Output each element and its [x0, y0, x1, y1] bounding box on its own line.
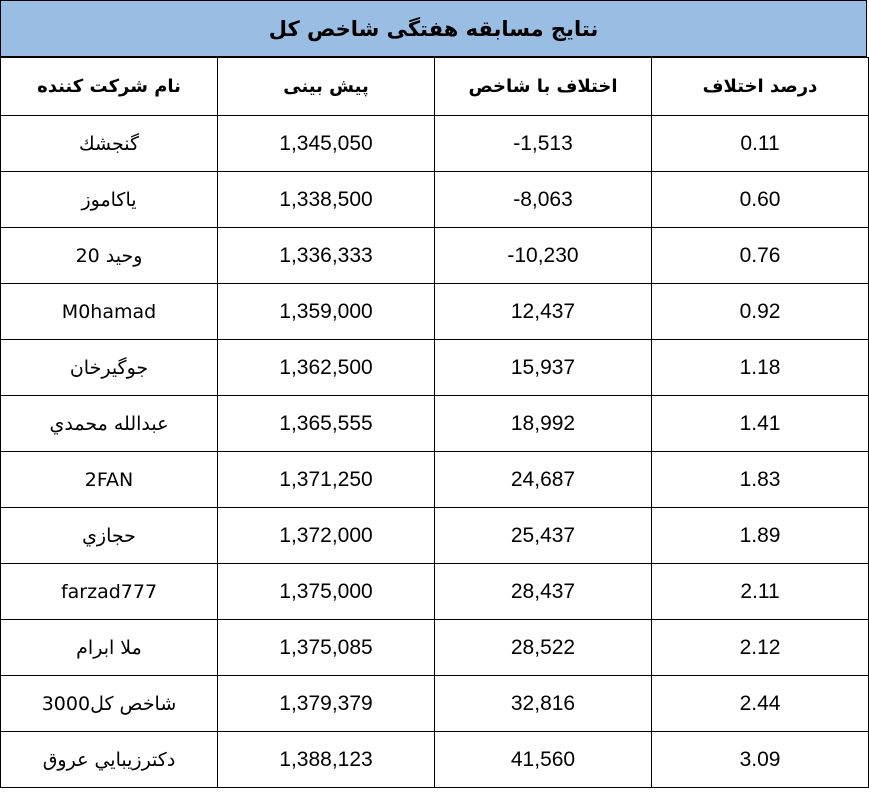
participant-name: ملا ابرام — [1, 620, 218, 676]
prediction-value: 1,375,085 — [218, 620, 435, 676]
prediction-value: 1,338,500 — [218, 172, 435, 228]
difference-value: -8,063 — [435, 172, 652, 228]
prediction-value: 1,365,555 — [218, 396, 435, 452]
percent-value: 2.11 — [652, 564, 869, 620]
table-row — [1, 116, 869, 172]
prediction-value: 1,379,379 — [218, 676, 435, 732]
percent-value: 1.18 — [652, 340, 869, 396]
prediction-value: 1,388,123 — [218, 732, 435, 788]
participant-name: 2FAN — [1, 452, 218, 508]
header-name: نام شرکت کننده — [1, 58, 218, 116]
difference-value: 25,437 — [435, 508, 652, 564]
participant-name: دكترزيبايي عروق — [1, 732, 218, 788]
percent-value: 0.60 — [652, 172, 869, 228]
percent-value: 1.41 — [652, 396, 869, 452]
prediction-value: 1,371,250 — [218, 452, 435, 508]
prediction-value: 1,362,500 — [218, 340, 435, 396]
percent-value: 3.09 — [652, 732, 869, 788]
difference-value: 28,522 — [435, 620, 652, 676]
table-row — [1, 396, 869, 452]
difference-value: 15,937 — [435, 340, 652, 396]
table-row — [1, 452, 869, 508]
percent-value: 0.92 — [652, 284, 869, 340]
table-row — [1, 508, 869, 564]
participant-name: شاخص كل3000 — [1, 676, 218, 732]
header-percent: درصد اختلاف — [652, 58, 869, 116]
table-row — [1, 620, 869, 676]
prediction-value: 1,375,000 — [218, 564, 435, 620]
participant-name: گنجشك — [1, 116, 218, 172]
percent-value: 2.12 — [652, 620, 869, 676]
table-row — [1, 172, 869, 228]
difference-value: 24,687 — [435, 452, 652, 508]
prediction-value: 1,336,333 — [218, 228, 435, 284]
header-row — [1, 58, 869, 116]
difference-value: 32,816 — [435, 676, 652, 732]
participant-name: وحيد 20 — [1, 228, 218, 284]
difference-value: 41,560 — [435, 732, 652, 788]
table-row — [1, 676, 869, 732]
participant-name: جوگيرخان — [1, 340, 218, 396]
percent-value: 1.89 — [652, 508, 869, 564]
table-row — [1, 564, 869, 620]
difference-value: 28,437 — [435, 564, 652, 620]
table-row — [1, 228, 869, 284]
table-row — [1, 340, 869, 396]
percent-value: 1.83 — [652, 452, 869, 508]
difference-value: 18,992 — [435, 396, 652, 452]
header-difference: اختلاف با شاخص — [435, 58, 652, 116]
percent-value: 0.76 — [652, 228, 869, 284]
table-row — [1, 732, 869, 788]
participant-name: حجازي — [1, 508, 218, 564]
percent-value: 2.44 — [652, 676, 869, 732]
percent-value: 0.11 — [652, 116, 869, 172]
difference-value: -1,513 — [435, 116, 652, 172]
participant-name: M0hamad — [1, 284, 218, 340]
prediction-value: 1,359,000 — [218, 284, 435, 340]
participant-name: ياكاموز — [1, 172, 218, 228]
table-row — [1, 284, 869, 340]
participant-name: farzad777 — [1, 564, 218, 620]
difference-value: -10,230 — [435, 228, 652, 284]
table-title: نتایج مسابقه هفتگی شاخص کل — [0, 0, 867, 57]
difference-value: 12,437 — [435, 284, 652, 340]
participant-name: عبدالله محمدي — [1, 396, 218, 452]
prediction-value: 1,345,050 — [218, 116, 435, 172]
header-prediction: پیش بینی — [218, 58, 435, 116]
results-table — [0, 57, 869, 788]
prediction-value: 1,372,000 — [218, 508, 435, 564]
